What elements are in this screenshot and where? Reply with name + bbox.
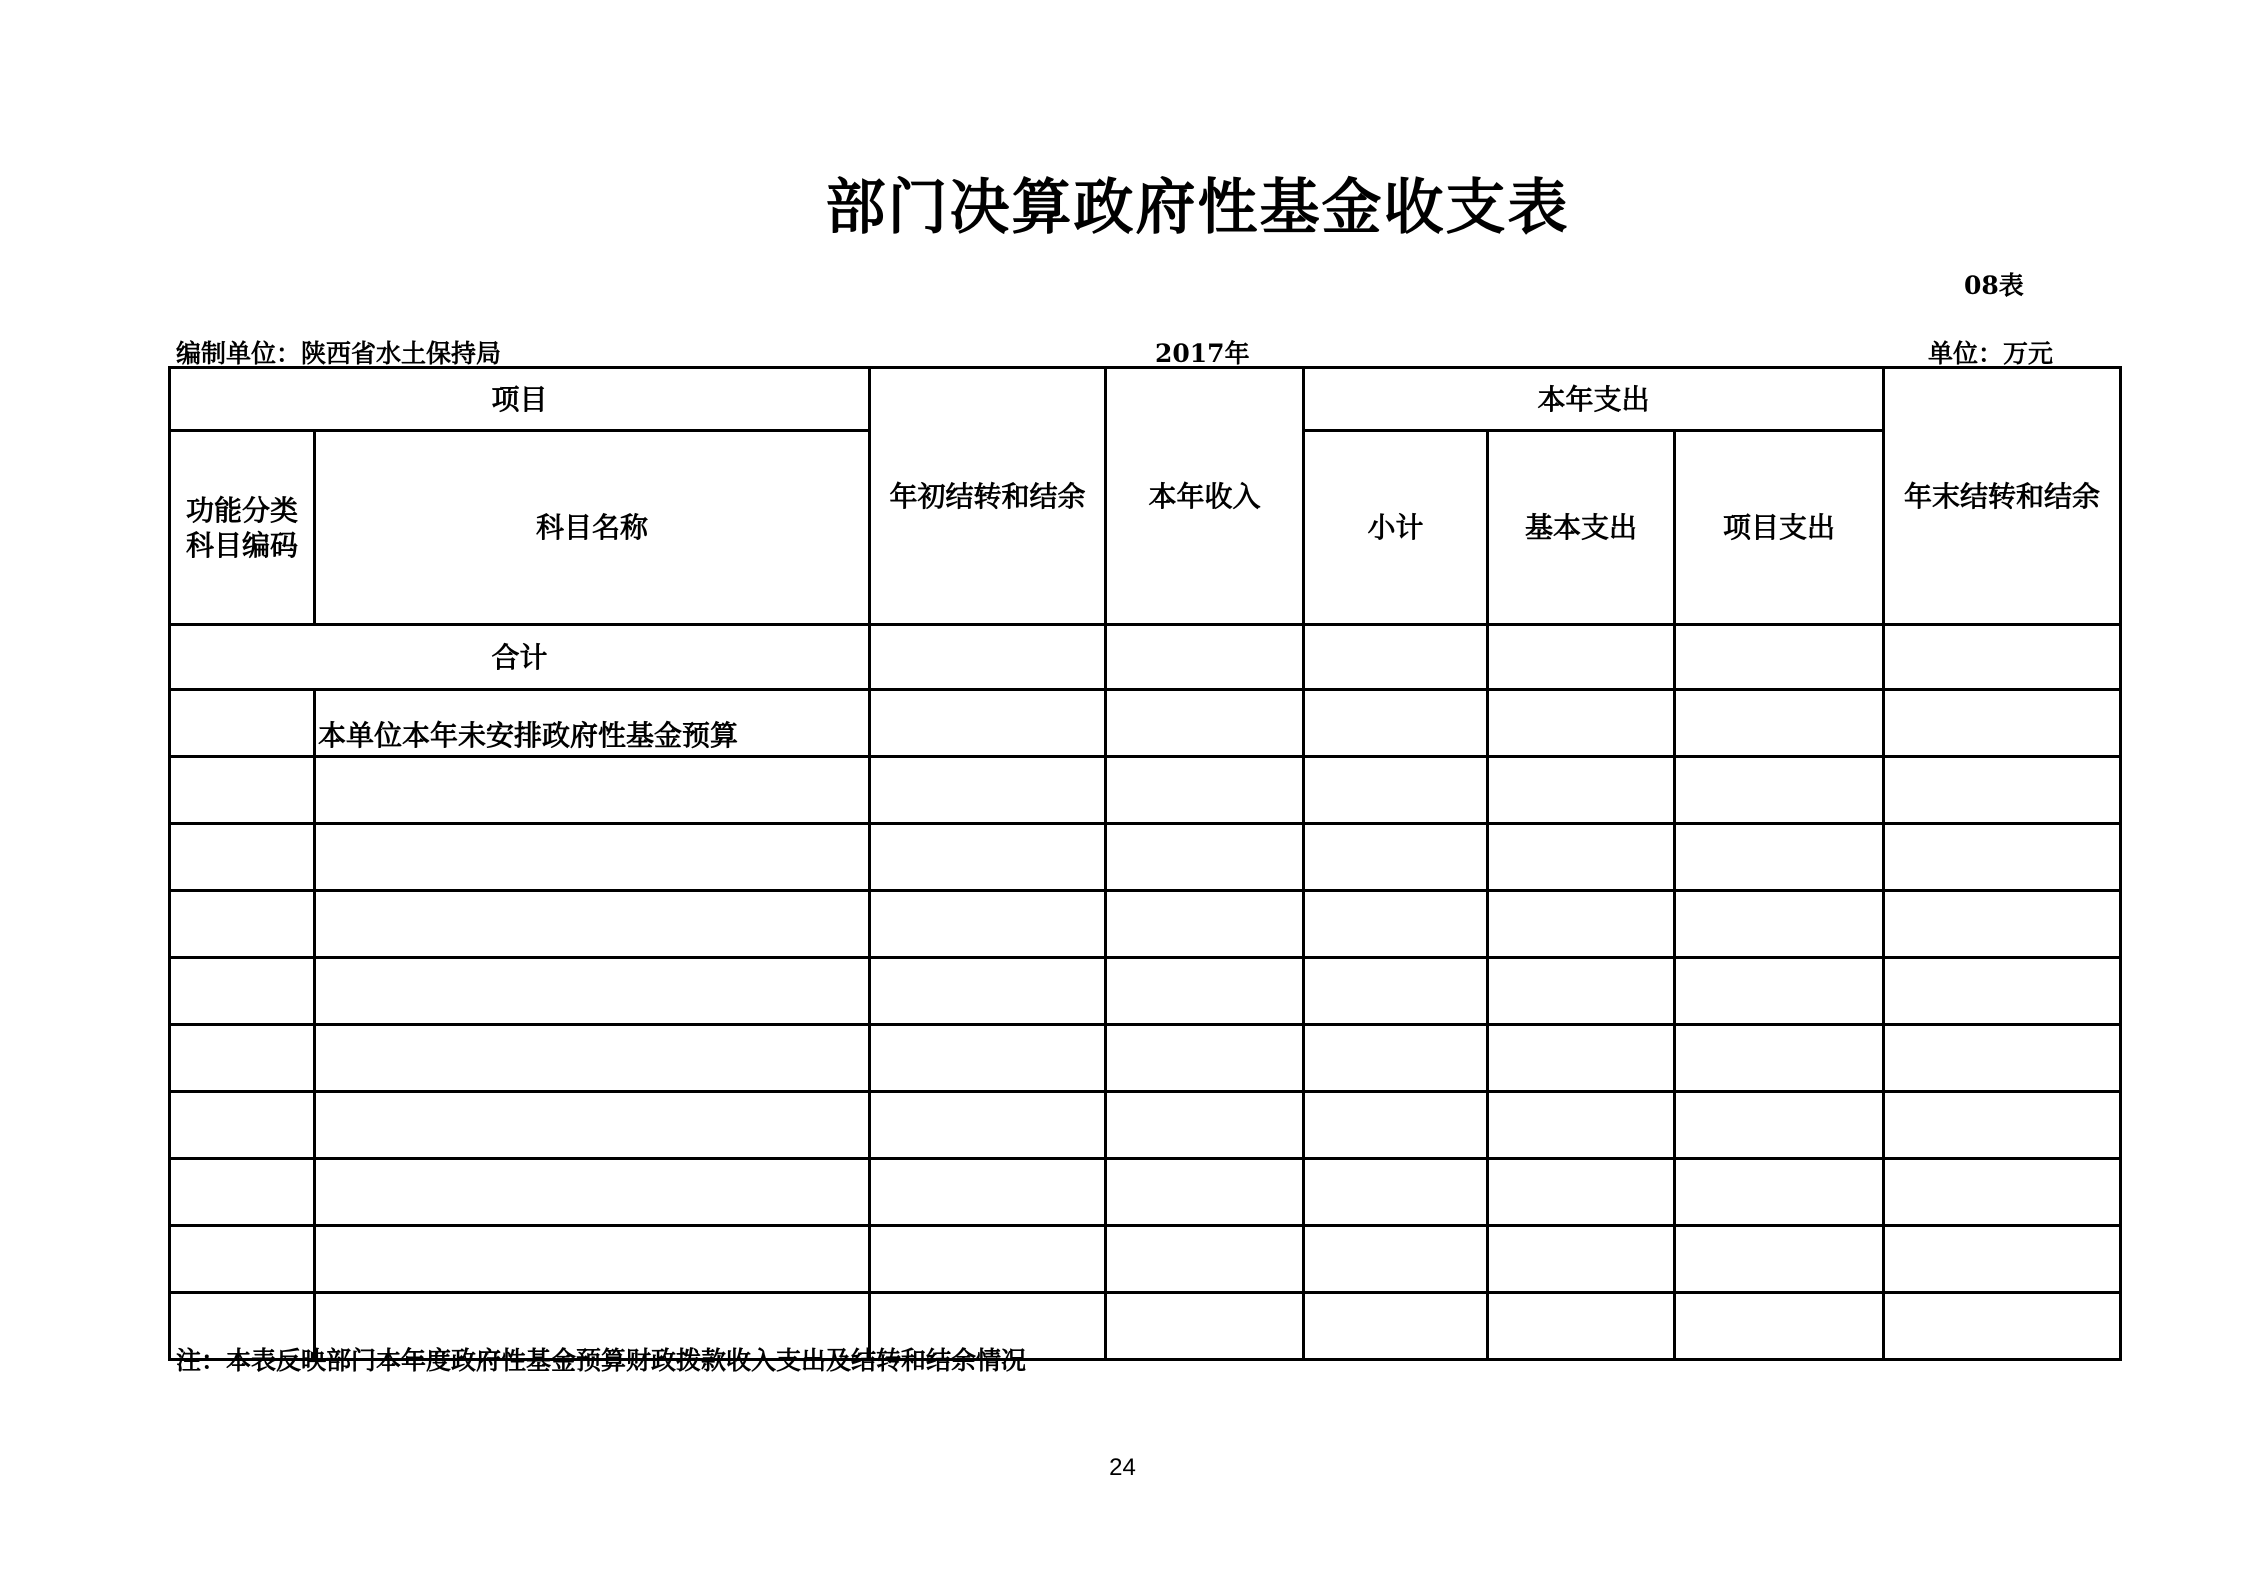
header-func-code: 功能分类科目编码 <box>170 431 315 625</box>
row-cell <box>1884 891 2121 958</box>
header-subject-name: 科目名称 <box>315 431 870 625</box>
row-name <box>315 1025 870 1092</box>
row-cell <box>1884 1159 2121 1226</box>
row-cell <box>1488 1025 1675 1092</box>
row-cell <box>1304 891 1488 958</box>
row-code <box>170 824 315 891</box>
total-end-balance <box>1884 625 2121 690</box>
row-cell <box>1106 1226 1304 1293</box>
header-income: 本年收入 <box>1106 368 1304 625</box>
row-cell <box>1106 1092 1304 1159</box>
row-cell <box>1488 824 1675 891</box>
row-code <box>170 1159 315 1226</box>
header-basic-expense: 基本支出 <box>1488 431 1675 625</box>
row-cell <box>1675 690 1884 757</box>
header-subtotal: 小计 <box>1304 431 1488 625</box>
row-cell <box>870 891 1106 958</box>
row-cell <box>1304 757 1488 824</box>
row-cell <box>1106 824 1304 891</box>
table-row <box>170 1092 2121 1159</box>
row-name <box>315 824 870 891</box>
header-item: 项目 <box>170 368 870 431</box>
row-cell <box>1884 690 2121 757</box>
row-code <box>170 1092 315 1159</box>
row-name <box>315 891 870 958</box>
row-cell <box>870 824 1106 891</box>
row-cell <box>1675 1226 1884 1293</box>
row-name <box>315 1159 870 1226</box>
row-cell <box>1304 1226 1488 1293</box>
row-cell <box>1106 1159 1304 1226</box>
row-cell <box>1675 1092 1884 1159</box>
table-row <box>170 958 2121 1025</box>
total-label: 合计 <box>170 625 870 690</box>
row-cell <box>1884 1226 2121 1293</box>
row-cell <box>870 757 1106 824</box>
table-row <box>170 690 2121 757</box>
row-cell <box>1675 1293 1884 1360</box>
compiling-unit: 编制单位：陕西省水土保持局 <box>176 339 502 368</box>
row-cell <box>1675 1025 1884 1092</box>
row-cell <box>1884 824 2121 891</box>
header-project-expense: 项目支出 <box>1675 431 1884 625</box>
row-cell <box>1304 690 1488 757</box>
row-cell <box>1106 757 1304 824</box>
row-cell <box>870 1159 1106 1226</box>
table-row <box>170 1025 2121 1092</box>
row-cell <box>1106 690 1304 757</box>
row-cell <box>1106 1025 1304 1092</box>
row-code <box>170 1226 315 1293</box>
row-cell <box>1675 891 1884 958</box>
row-cell <box>1304 1092 1488 1159</box>
row-cell <box>1675 958 1884 1025</box>
row-cell <box>1488 891 1675 958</box>
row-cell <box>1884 757 2121 824</box>
row-cell <box>1304 824 1488 891</box>
row-cell <box>1304 1293 1488 1360</box>
row-cell <box>1884 1025 2121 1092</box>
header-begin-balance: 年初结转和结余 <box>870 368 1106 625</box>
row-code <box>170 1025 315 1092</box>
header-expense-group: 本年支出 <box>1304 368 1884 431</box>
row-cell <box>1884 958 2121 1025</box>
row-cell <box>1304 1025 1488 1092</box>
row-cell <box>1106 958 1304 1025</box>
total-income <box>1106 625 1304 690</box>
row-cell <box>1488 1226 1675 1293</box>
row-cell <box>1488 690 1675 757</box>
row-cell <box>1106 891 1304 958</box>
table-number: 08表 <box>1964 271 2024 300</box>
row-code <box>170 891 315 958</box>
row-name <box>315 757 870 824</box>
table-row <box>170 1159 2121 1226</box>
row-cell <box>1488 1293 1675 1360</box>
row-cell <box>870 1226 1106 1293</box>
table-row <box>170 1226 2121 1293</box>
row-cell <box>1106 1293 1304 1360</box>
page-title: 部门决算政府性基金收支表 <box>825 173 1570 243</box>
row-code <box>170 690 315 757</box>
row-cell <box>1488 1092 1675 1159</box>
row-code <box>170 958 315 1025</box>
row-cell <box>1884 1092 2121 1159</box>
total-basic-expense <box>1488 625 1675 690</box>
row-name: 本单位本年未安排政府性基金预算 <box>315 690 870 757</box>
table-row <box>170 824 2121 891</box>
footnote: 注：本表反映部门本年度政府性基金预算财政拨款收入支出及结转和结余情况 <box>176 1346 1027 1375</box>
row-cell <box>1675 757 1884 824</box>
row-cell <box>1488 757 1675 824</box>
currency-unit: 单位：万元 <box>1928 339 2054 368</box>
fund-table <box>168 366 2122 1361</box>
row-cell <box>870 1025 1106 1092</box>
table-row <box>170 891 2121 958</box>
row-name <box>315 958 870 1025</box>
row-name <box>315 1092 870 1159</box>
row-cell <box>1884 1293 2121 1360</box>
total-begin-balance <box>870 625 1106 690</box>
row-cell <box>1304 1159 1488 1226</box>
page-number: 24 <box>1109 1454 1136 1481</box>
report-year: 2017年 <box>1155 339 1250 368</box>
row-cell <box>870 690 1106 757</box>
row-code <box>170 757 315 824</box>
row-cell <box>1675 1159 1884 1226</box>
row-name <box>315 1226 870 1293</box>
row-cell <box>1675 824 1884 891</box>
row-cell <box>870 958 1106 1025</box>
table-row <box>170 757 2121 824</box>
row-cell <box>870 1092 1106 1159</box>
row-cell <box>1488 1159 1675 1226</box>
total-row <box>170 625 2121 690</box>
row-cell <box>1304 958 1488 1025</box>
total-subtotal <box>1304 625 1488 690</box>
header-end-balance: 年末结转和结余 <box>1884 368 2121 625</box>
row-cell <box>1488 958 1675 1025</box>
total-project-expense <box>1675 625 1884 690</box>
